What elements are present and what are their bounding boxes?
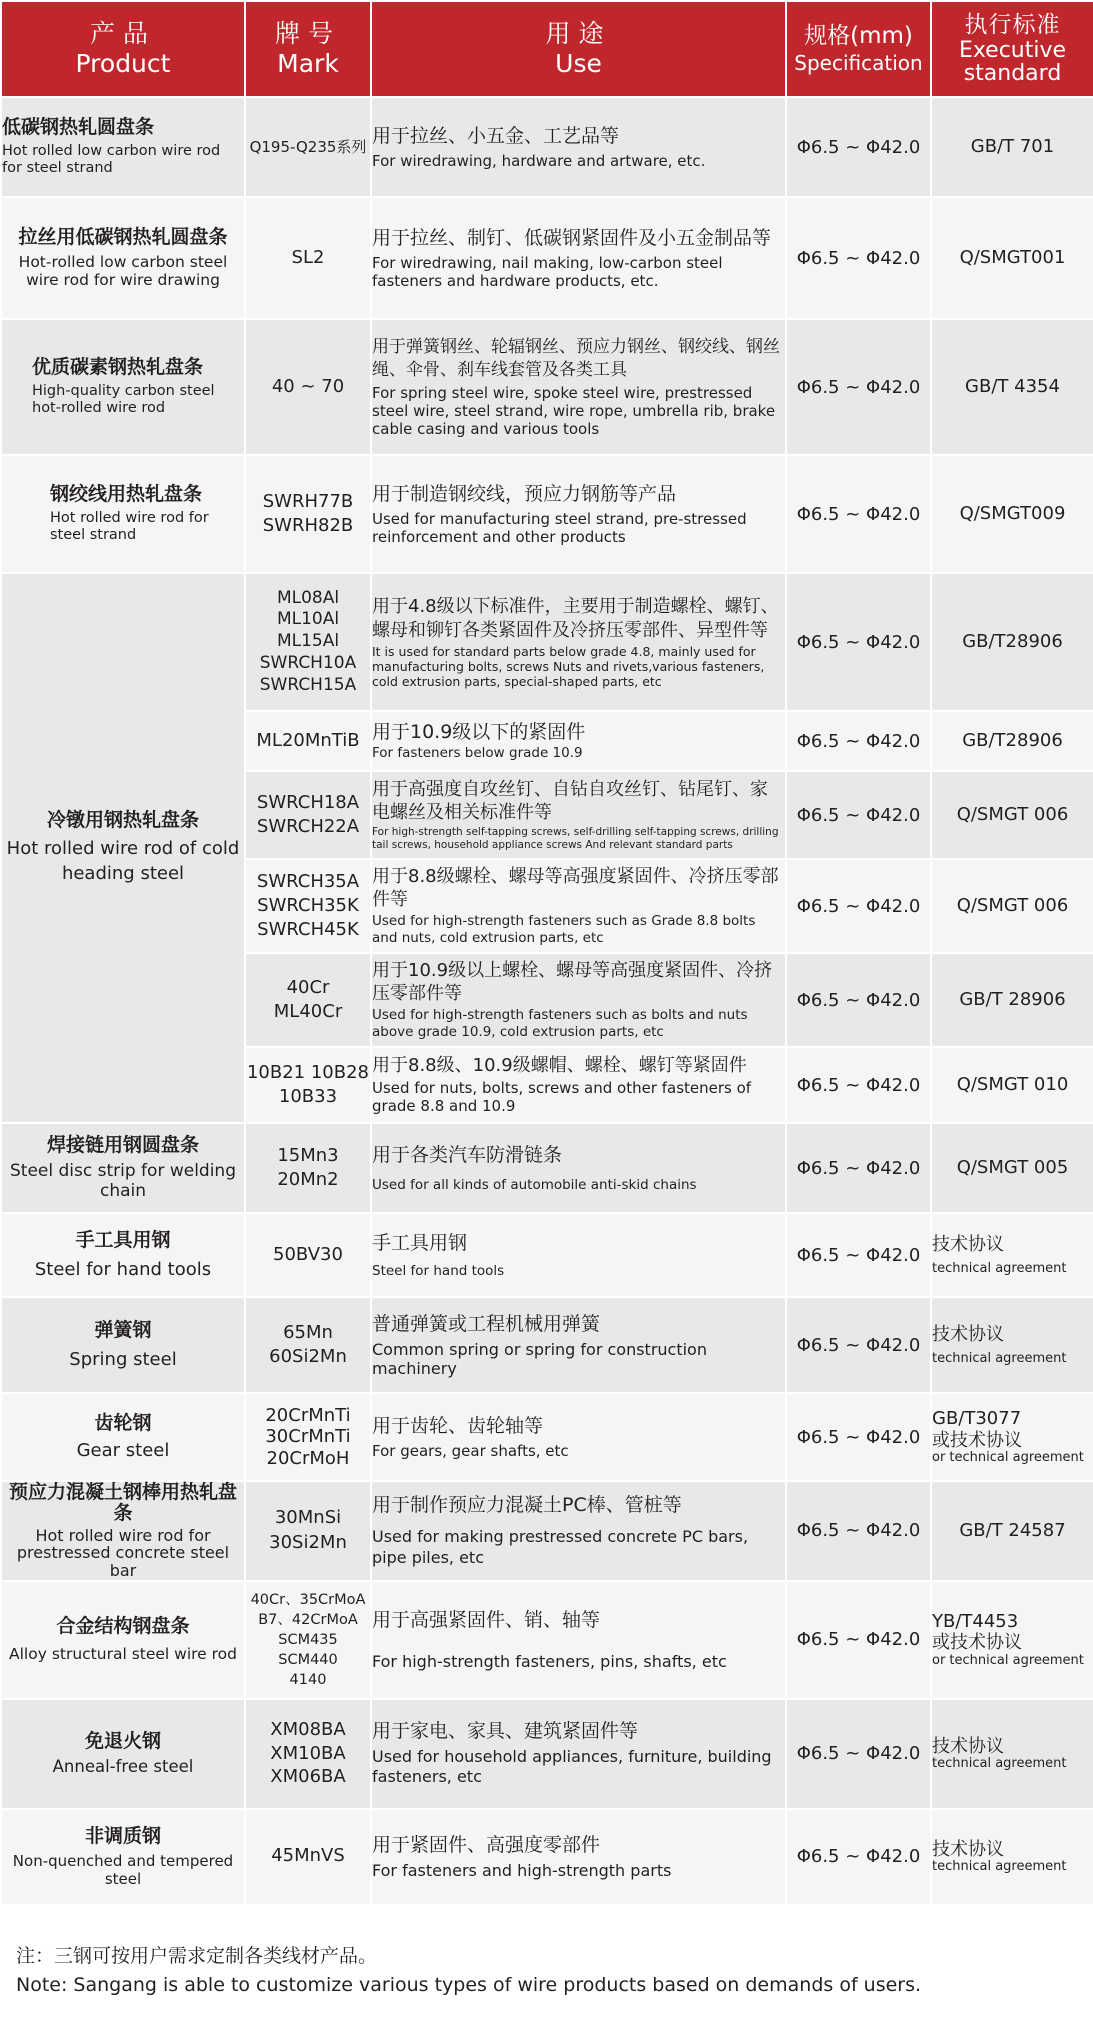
- header-std-zh: 执行标准: [964, 11, 1061, 38]
- standard-zh: 技术协议: [932, 1838, 1004, 1860]
- product-name-zh: 免退火钢: [84, 1730, 161, 1753]
- use-zh: 用于高强紧固件、销、轴等: [372, 1609, 601, 1632]
- spec-cell: Φ6.5 ~ Φ42.0: [786, 771, 931, 859]
- spec-cell: Φ6.5 ~ Φ42.0: [786, 573, 931, 711]
- mark-value: SWRH77B: [262, 490, 354, 512]
- use-cell: [371, 197, 786, 319]
- use-cell: [371, 1393, 786, 1481]
- mark-value: 60Si2Mn: [269, 1346, 347, 1367]
- product-name-en: Non-quenched and tempered steel: [12, 1851, 234, 1888]
- table-row: [1, 1481, 1093, 1581]
- mark-cell: [245, 455, 371, 573]
- use-zh: 用于制造钢绞线，预应力钢筋等产品: [372, 483, 677, 506]
- mark-value: SWRCH22A: [256, 816, 360, 837]
- standard-cell: [931, 1393, 1093, 1481]
- spec-cell: Φ6.5 ~ Φ42.0: [786, 1297, 931, 1393]
- spec-cell: Φ6.5 ~ Φ42.0: [786, 1123, 931, 1213]
- mark-value: ML40Cr: [273, 1001, 343, 1022]
- header-standard: [931, 1, 1093, 97]
- use-en: For high-strength fasteners, pins, shafts, etc: [372, 1651, 727, 1671]
- product-cell: [1, 1809, 245, 1905]
- standard-zh: 或技术协议: [932, 1429, 1022, 1451]
- product-cell: [1, 1699, 245, 1809]
- mark-cell: [245, 1047, 371, 1123]
- product-name-en: Hot rolled wire rod of cold heading steel: [6, 838, 240, 885]
- spec-cell: Φ6.5 ~ Φ42.0: [786, 319, 931, 455]
- use-zh: 用于4.8级以下标准件，主要用于制造螺栓、螺钉、螺母和铆钉各类紧固件及冷挤压零部件、异型件等: [372, 596, 779, 641]
- product-cell: [1, 97, 245, 197]
- mark-cell: [245, 1297, 371, 1393]
- product-name-en: Steel disc strip for welding chain: [10, 1160, 236, 1202]
- product-name-en: Hot rolled low carbon wire rod for steel strand: [2, 142, 221, 177]
- use-en: Used for manufacturing steel strand, pre-stressed reinforcement and other products: [372, 509, 747, 546]
- mark-cell: [245, 1809, 371, 1905]
- product-name-zh: 钢绞线用热轧盘条: [50, 483, 203, 506]
- standard-code: GB/T3077: [932, 1408, 1022, 1430]
- standard-cell: [931, 1297, 1093, 1393]
- product-name-zh: 合金结构钢盘条: [56, 1615, 190, 1638]
- use-cell: [371, 953, 786, 1047]
- use-en: Used for high-strength fasteners such as Grade 8.8 bolts and nuts, cold extrusion parts, etc: [372, 913, 756, 946]
- standard-cell: [931, 1213, 1093, 1297]
- use-en: It is used for standard parts below grade 4.8, mainly used for manufacturing bolts, screws Nuts and rivets,various fasteners, cold extrusion parts, special-shaped parts, etc: [372, 643, 765, 689]
- use-en: For wiredrawing, hardware and artware, etc.: [372, 151, 706, 170]
- standard-cell: Q/SMGT 010: [931, 1047, 1093, 1123]
- use-cell: [371, 711, 786, 771]
- mark-value: 20CrMoH: [266, 1447, 350, 1469]
- mark-value: Q195-Q235系列: [249, 137, 367, 156]
- product-name-zh: 焊接链用钢圆盘条: [46, 1134, 199, 1157]
- product-cell: [1, 573, 245, 1123]
- standard-cell: GB/T 701: [931, 97, 1093, 197]
- spec-cell: Φ6.5 ~ Φ42.0: [786, 1481, 931, 1581]
- use-zh: 手工具用钢: [372, 1232, 468, 1255]
- product-name-en: Hot-rolled low carbon steel wire rod for wire drawing: [18, 252, 228, 290]
- mark-value: 50BV30: [273, 1243, 343, 1265]
- standard-cell: GB/T28906: [931, 711, 1093, 771]
- use-cell: [371, 455, 786, 573]
- spec-cell: Φ6.5 ~ Φ42.0: [786, 1581, 931, 1699]
- product-cell: [1, 197, 245, 319]
- standard-zh: 技术协议: [932, 1324, 1004, 1346]
- header-use: [371, 1, 786, 97]
- use-zh: 用于紧固件、高强度零部件: [372, 1834, 601, 1857]
- table-header-row: [1, 1, 1093, 97]
- use-cell: [371, 1481, 786, 1581]
- mark-cell: [245, 953, 371, 1047]
- footnote-en: Note: Sangang is able to customize various types of wire products based on demands of users.: [16, 1974, 922, 1996]
- table-row: [1, 1393, 1093, 1481]
- mark-cell: [245, 1123, 371, 1213]
- mark-value: SWRH82B: [262, 515, 354, 536]
- header-mark-zh: 牌号: [274, 18, 341, 48]
- table-row: [1, 1699, 1093, 1809]
- product-name-zh: 预应力混凝土钢棒用热轧盘条: [8, 1481, 237, 1524]
- standard-cell: Q/SMGT 005: [931, 1123, 1093, 1213]
- mark-cell: [245, 1393, 371, 1481]
- use-en: For spring steel wire, spoke steel wire, prestressed steel wire, steel strand, wire rope, umbrella rib, brake cable casing and various tools: [372, 383, 776, 438]
- mark-value: 20CrMnTi: [265, 1404, 351, 1426]
- mark-value: 30Si2Mn: [269, 1531, 347, 1553]
- product-cell: [1, 1123, 245, 1213]
- use-zh: 用于高强度自攻丝钉、自钻自攻丝钉、钻尾钉、家电螺丝及相关标准件等: [372, 779, 768, 823]
- footnote: [16, 1942, 1076, 2000]
- mark-value: SWRCH18A: [256, 791, 360, 813]
- mark-cell: [245, 573, 371, 711]
- use-zh: 用于8.8级螺栓、螺母等高强度紧固件、冷挤压零部件等: [372, 866, 779, 910]
- standard-cell: [931, 1809, 1093, 1905]
- use-cell: [371, 859, 786, 953]
- product-name-en: Anneal-free steel: [52, 1757, 194, 1777]
- standard-en: or technical agreement: [932, 1450, 1084, 1466]
- mark-value: ML20MnTiB: [256, 729, 360, 751]
- mark-value: 30CrMnTi: [265, 1426, 351, 1448]
- product-name-en: Hot rolled wire rod for prestressed concrete steel bar: [16, 1525, 230, 1580]
- use-zh: 用于制作预应力混凝土PC棒、管桩等: [372, 1494, 682, 1517]
- mark-value: ML10Al: [276, 609, 340, 630]
- header-std-en: Executive standard: [958, 37, 1067, 87]
- standard-cell: [931, 1581, 1093, 1699]
- standard-cell: GB/T 4354: [931, 319, 1093, 455]
- mark-cell: [245, 711, 371, 771]
- mark-value: SWRCH35K: [257, 894, 359, 916]
- use-zh: 用于家电、家具、建筑紧固件等: [372, 1719, 639, 1742]
- product-name-en: Alloy structural steel wire rod: [9, 1645, 237, 1664]
- use-en: Common spring or spring for construction machinery: [372, 1339, 707, 1378]
- standard-cell: Q/SMGT009: [931, 455, 1093, 573]
- mark-cell: [245, 1481, 371, 1581]
- mark-value: SCM435: [278, 1631, 338, 1648]
- use-cell: [371, 1581, 786, 1699]
- spec-cell: Φ6.5 ~ Φ42.0: [786, 1213, 931, 1297]
- use-zh: 用于10.9级以下的紧固件: [372, 720, 586, 743]
- use-en: Steel for hand tools: [372, 1262, 505, 1279]
- product-name-zh: 非调质钢: [84, 1825, 161, 1848]
- spec-cell: Φ6.5 ~ Φ42.0: [786, 953, 931, 1047]
- use-en: Used for high-strength fasteners such as bolts and nuts above grade 10.9, cold extrusion parts, etc: [372, 1007, 748, 1040]
- use-zh: 用于各类汽车防滑链条: [372, 1144, 563, 1167]
- product-name-zh: 优质碳素钢热轧盘条: [32, 356, 204, 379]
- mark-value: SWRCH15A: [259, 674, 357, 695]
- use-zh: 用于10.9级以上螺栓、螺母等高强度紧固件、冷挤压零部件等: [372, 960, 773, 1004]
- mark-value: XM06BA: [270, 1766, 346, 1788]
- use-zh: 用于8.8级、10.9级螺帽、螺栓、螺钉等紧固件: [372, 1055, 747, 1077]
- use-en: For fasteners below grade 10.9: [372, 745, 583, 762]
- standard-cell: [931, 1699, 1093, 1809]
- table-row: [1, 319, 1093, 455]
- product-cell: [1, 1481, 245, 1581]
- header-use-zh: 用途: [545, 18, 612, 48]
- mark-value: 40 ~ 70: [271, 375, 345, 397]
- product-name-en: Hot rolled wire rod for steel strand: [50, 509, 209, 544]
- spec-cell: Φ6.5 ~ Φ42.0: [786, 455, 931, 573]
- table-row: [1, 1213, 1093, 1297]
- header-specification: [786, 1, 931, 97]
- mark-value: SWRCH10A: [259, 652, 357, 673]
- mark-value: ML15Al: [276, 631, 340, 652]
- product-name-zh: 冷镦用钢热轧盘条: [46, 809, 199, 832]
- table-row: [1, 1581, 1093, 1699]
- product-name-en: Spring steel: [69, 1349, 177, 1371]
- standard-en: technical agreement: [932, 1756, 1067, 1772]
- use-en: For fasteners and high-strength parts: [372, 1860, 672, 1880]
- mark-value: XM10BA: [270, 1742, 346, 1764]
- standard-zh: 技术协议: [932, 1234, 1004, 1256]
- header-mark-en: Mark: [277, 49, 339, 78]
- header-product-zh: 产品: [89, 18, 156, 48]
- mark-cell: [245, 1213, 371, 1297]
- use-zh: 用于拉丝、小五金、工艺品等: [372, 125, 620, 148]
- use-zh: 用于弹簧钢丝、轮辐钢丝、预应力钢丝、钢绞线、钢丝绳、伞骨、刹车线套管及各类工具: [372, 337, 780, 380]
- product-cell: [1, 1297, 245, 1393]
- standard-cell: GB/T28906: [931, 573, 1093, 711]
- use-en: Used for household appliances, furniture, building fasteners, etc: [372, 1746, 772, 1787]
- mark-cell: [245, 1581, 371, 1699]
- table-row: [1, 97, 1093, 197]
- table-row: [1, 1809, 1093, 1905]
- spec-cell: Φ6.5 ~ Φ42.0: [786, 197, 931, 319]
- mark-value: 10B33: [278, 1086, 338, 1107]
- mark-cell: [245, 197, 371, 319]
- mark-value: ML08Al: [276, 587, 340, 608]
- mark-cell: [245, 859, 371, 953]
- standard-cell: GB/T 24587: [931, 1481, 1093, 1581]
- use-zh: 用于拉丝、制钉、低碳钢紧固件及小五金制品等: [372, 227, 772, 250]
- use-cell: [371, 1699, 786, 1809]
- mark-cell: [245, 771, 371, 859]
- standard-en: technical agreement: [932, 1859, 1067, 1875]
- use-zh: 普通弹簧或工程机械用弹簧: [372, 1312, 601, 1335]
- mark-value: 20Mn2: [277, 1169, 339, 1190]
- header-product-en: Product: [75, 49, 171, 78]
- header-product: [1, 1, 245, 97]
- mark-cell: [245, 97, 371, 197]
- mark-cell: [245, 1699, 371, 1809]
- product-cell: [1, 1213, 245, 1297]
- use-cell: [371, 1809, 786, 1905]
- mark-value: SL2: [291, 246, 325, 268]
- product-name-en: High-quality carbon steel hot-rolled wire rod: [32, 382, 215, 417]
- spec-cell: Φ6.5 ~ Φ42.0: [786, 859, 931, 953]
- mark-value: B7、42CrMoA: [258, 1611, 358, 1628]
- product-name-en: Gear steel: [76, 1440, 170, 1462]
- product-name-zh: 拉丝用低碳钢热轧圆盘条: [18, 226, 228, 249]
- product-name-zh: 低碳钢热轧圆盘条: [2, 116, 155, 139]
- use-cell: [371, 1213, 786, 1297]
- use-en: For high-strength self-tapping screws, self-drilling self-tapping screws, drilling tail screws, household appliance screws And relevant standard parts: [372, 826, 779, 851]
- header-spec-zh: 规格(mm): [804, 23, 913, 50]
- product-cell: [1, 455, 245, 573]
- mark-value: SCM440: [278, 1651, 338, 1668]
- header-mark: [245, 1, 371, 97]
- product-name-en: Steel for hand tools: [34, 1259, 212, 1281]
- use-cell: [371, 573, 786, 711]
- standard-en: or technical agreement: [932, 1653, 1084, 1668]
- use-cell: [371, 1297, 786, 1393]
- use-cell: [371, 1047, 786, 1123]
- use-en: Used for making prestressed concrete PC bars, pipe piles, etc: [372, 1526, 749, 1567]
- standard-en: technical agreement: [932, 1350, 1067, 1366]
- mark-value: 10B21 10B28: [246, 1061, 370, 1083]
- mark-value: 30MnSi: [274, 1507, 342, 1529]
- standard-cell: Q/SMGT001: [931, 197, 1093, 319]
- product-name-zh: 弹簧钢: [94, 1319, 152, 1342]
- mark-value: XM08BA: [270, 1719, 346, 1741]
- spec-cell: Φ6.5 ~ Φ42.0: [786, 1809, 931, 1905]
- use-en: For wiredrawing, nail making, low-carbon steel fasteners and hardware products, etc.: [372, 253, 723, 290]
- spec-cell: Φ6.5 ~ Φ42.0: [786, 97, 931, 197]
- use-en: Used for nuts, bolts, screws and other fasteners of grade 8.8 and 10.9: [372, 1078, 752, 1115]
- table-row: [1, 455, 1093, 573]
- product-name-zh: 手工具用钢: [75, 1229, 171, 1252]
- use-cell: [371, 319, 786, 455]
- spec-cell: Φ6.5 ~ Φ42.0: [786, 711, 931, 771]
- use-en: For gears, gear shafts, etc: [372, 1441, 569, 1460]
- use-zh: 用于齿轮、齿轮轴等: [372, 1415, 544, 1438]
- mark-value: 40Cr、35CrMoA: [250, 1591, 366, 1608]
- header-spec-en: Specification: [794, 50, 923, 75]
- standard-cell: GB/T 28906: [931, 953, 1093, 1047]
- spec-cell: Φ6.5 ~ Φ42.0: [786, 1699, 931, 1809]
- standard-cell: Q/SMGT 006: [931, 859, 1093, 953]
- use-cell: [371, 1123, 786, 1213]
- use-en: Used for all kinds of automobile anti-skid chains: [372, 1176, 697, 1193]
- mark-value: 45MnVS: [271, 1845, 345, 1867]
- table-row: [1, 197, 1093, 319]
- standard-cell: Q/SMGT 006: [931, 771, 1093, 859]
- use-cell: [371, 97, 786, 197]
- spec-cell: Φ6.5 ~ Φ42.0: [786, 1393, 931, 1481]
- standard-code: YB/T4453: [932, 1610, 1019, 1632]
- product-cell: [1, 1581, 245, 1699]
- mark-cell: [245, 319, 371, 455]
- header-use-en: Use: [555, 49, 602, 78]
- mark-value: SWRCH45K: [257, 919, 359, 941]
- spec-cell: Φ6.5 ~ Φ42.0: [786, 1047, 931, 1123]
- table-row: [1, 1297, 1093, 1393]
- table-row: [1, 573, 1093, 711]
- mark-value: SWRCH35A: [256, 870, 360, 892]
- standard-zh: 技术协议: [932, 1735, 1004, 1757]
- footnote-zh: 注：三钢可按用户需求定制各类线材产品。: [16, 1945, 378, 1967]
- table-row: [1, 1123, 1093, 1213]
- mark-value: 15Mn3: [277, 1144, 339, 1166]
- mark-value: 65Mn: [283, 1321, 333, 1343]
- mark-value: 4140: [289, 1671, 327, 1688]
- standard-en: technical agreement: [932, 1260, 1067, 1276]
- product-name-zh: 齿轮钢: [94, 1412, 152, 1435]
- standard-zh: 或技术协议: [932, 1632, 1022, 1654]
- use-cell: [371, 771, 786, 859]
- mark-value: 40Cr: [286, 976, 330, 998]
- product-cell: [1, 1393, 245, 1481]
- product-cell: [1, 319, 245, 455]
